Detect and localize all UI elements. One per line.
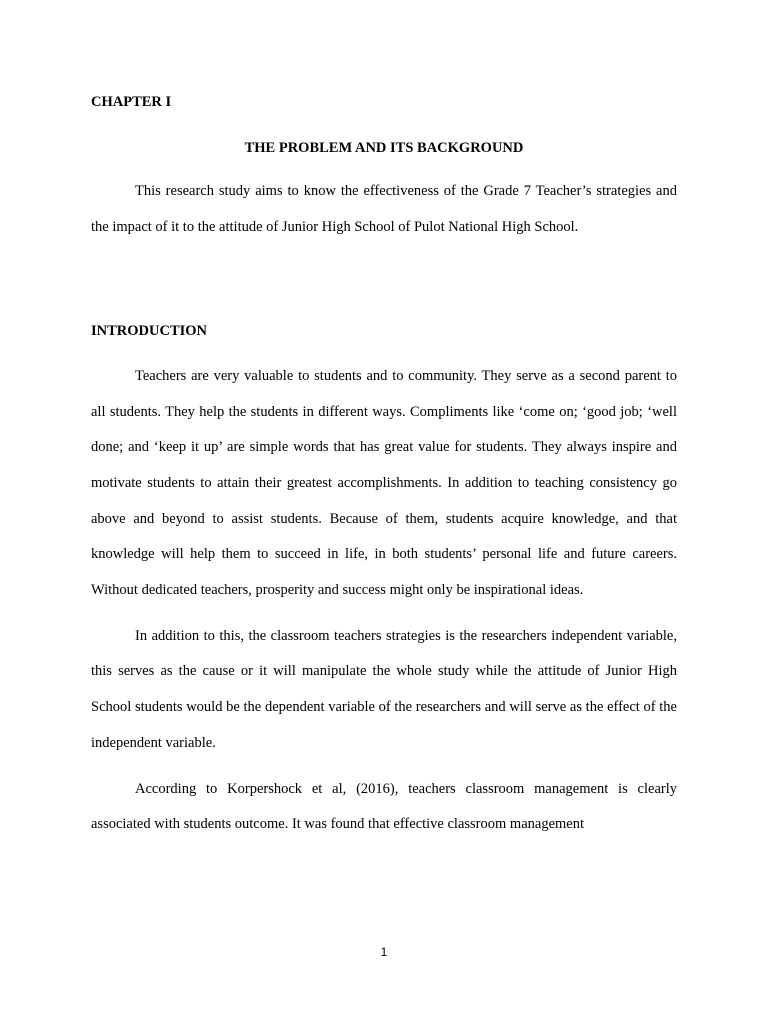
body-paragraph: According to Korpershock et al, (2016), teachers classroom management is clearly associated with students outcome. It was found that effective classroom management [91, 780, 677, 833]
page-content [91, 91, 677, 843]
body-paragraph: In addition to this, the classroom teachers strategies is the researchers independent variable, this serves as the cause or it will manipulate the whole study while the attitude of Junior High School students would be the dependent variable of the researchers and will serve as the effect of the independent variable. [91, 627, 677, 751]
body-paragraph: Teachers are very valuable to students and to community. They serve as a second parent to all students. They help the students in different ways. Compliments like ‘come on; ‘good job; ‘well done; and ‘keep it up’ are simple words that has great value for students. They always inspire and motivate students to attain their greatest accomplishments. In addition to teaching consistency go above and beyond to assist students. Because of them, students acquire knowledge, and that knowledge will help them to succeed in life, in both students’ personal life and future careers. Without dedicated teachers, prosperity and success might only be inspirational ideas. [91, 368, 677, 598]
chapter-label: CHAPTER I [91, 94, 172, 110]
chapter-title: THE PROBLEM AND ITS BACKGROUND [244, 140, 524, 156]
intro-paragraph: This research study aims to know the effectiveness of the Grade 7 Teacher’s strategies and the impact of it to the attitude of Junior High School of Pulot National High School. [91, 183, 677, 235]
page-number: 1 [380, 945, 388, 959]
section-heading-introduction: INTRODUCTION [91, 323, 208, 340]
